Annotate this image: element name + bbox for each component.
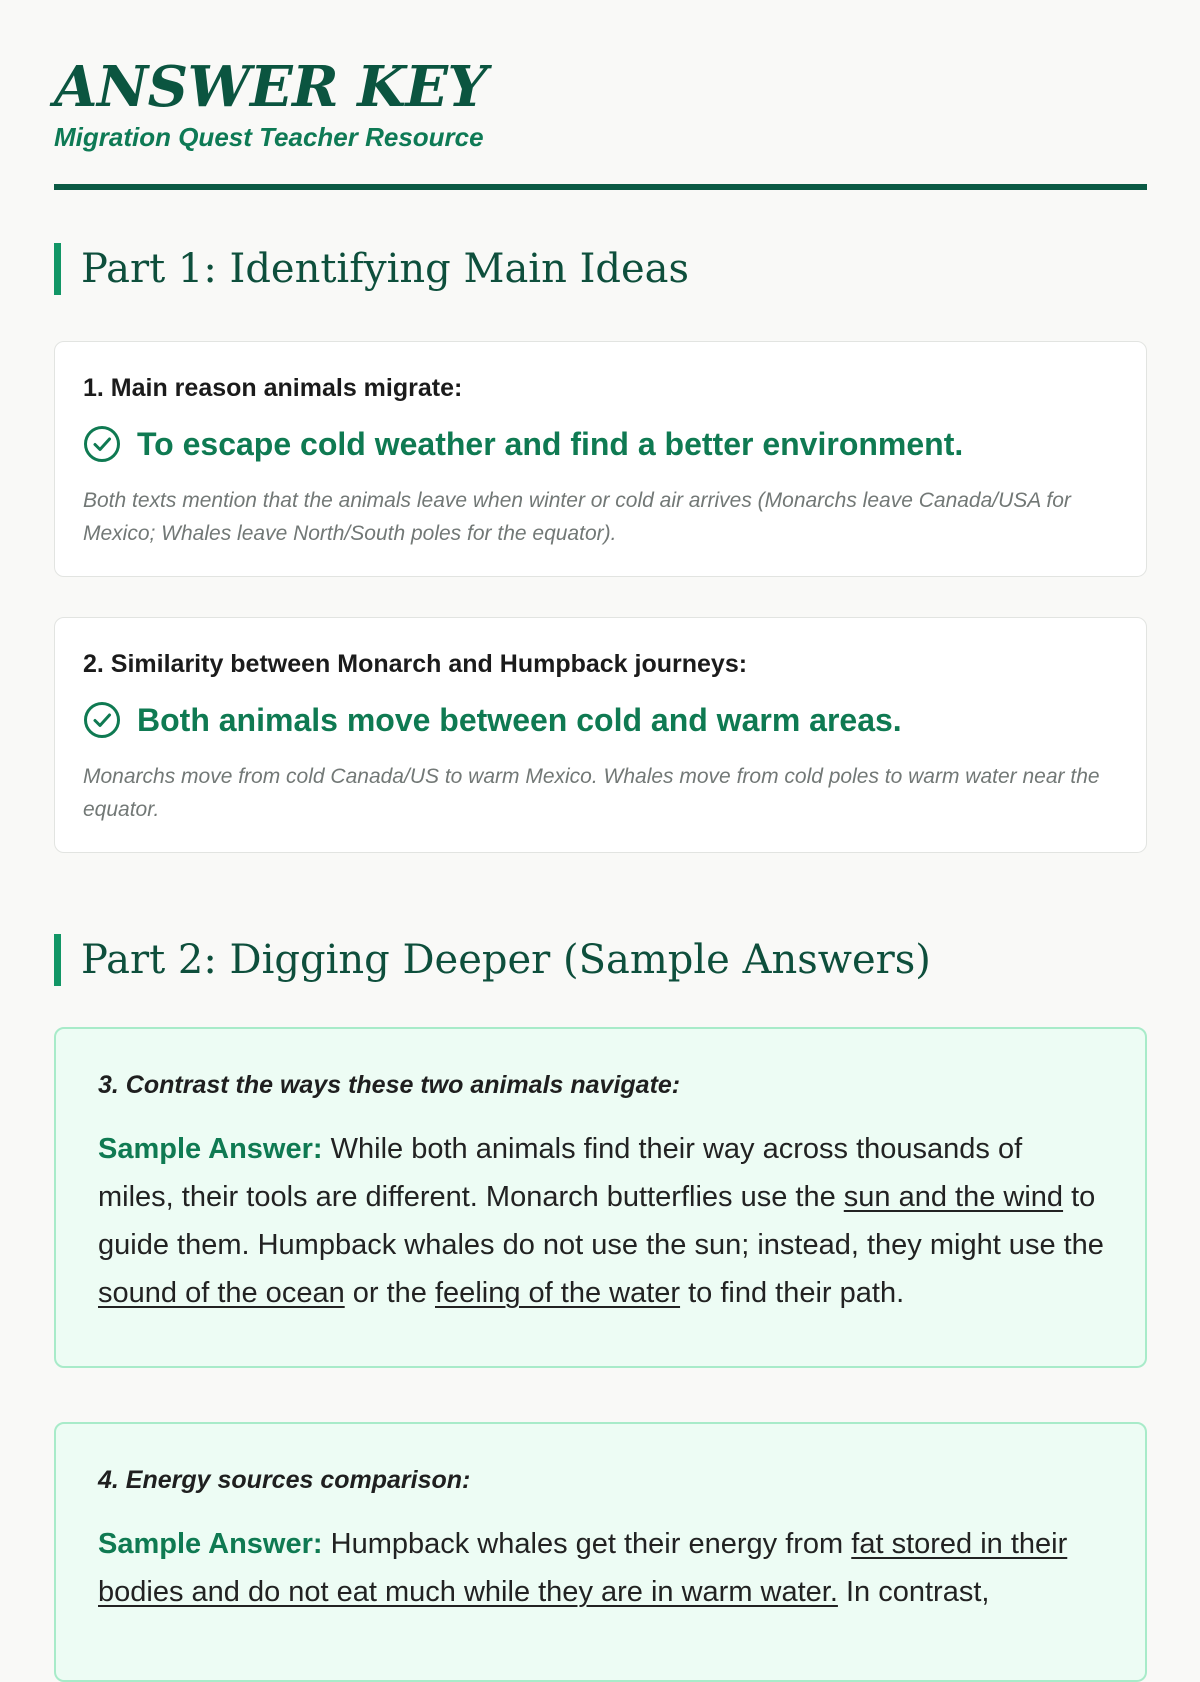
sample-answer-4-text: In contrast, (845, 1576, 990, 1608)
page-subtitle: Migration Quest Teacher Resource (54, 122, 484, 152)
answer-row-1 (83, 424, 1118, 464)
answer-2-explanation: Monarchs move from cold Canada/US to warm Mexico. Whales move from cold poles to warm water near the equator. (83, 765, 1100, 821)
underlined-phrase: sun and the wind (843, 1181, 1064, 1213)
question-4-prompt: 4. Energy sources comparison: (98, 1466, 471, 1494)
page-title: ANSWER KEY (54, 54, 488, 120)
sample-answer-4-text: Humpback whales get their energy from (330, 1528, 844, 1560)
sample-answer-3-text: to find their path. (688, 1277, 905, 1309)
sample-answer-card-4 (54, 1422, 1147, 1682)
underlined-phrase: feeling of the water (435, 1277, 681, 1309)
part1-heading: Part 1: Identifying Main Ideas (54, 243, 1147, 295)
underlined-phrase: sound of the ocean (98, 1277, 345, 1309)
sample-answer-3-text: While both animals find their way across thousands of miles, their tools are different. Monarch butterflies use the (98, 1133, 1023, 1213)
answer-row-2 (83, 700, 1118, 740)
question-1-prompt: 1. Main reason animals migrate: (83, 374, 463, 402)
sample-answer-label: Sample Answer: (98, 1133, 323, 1165)
question-2-prompt: 2. Similarity between Monarch and Humpback journeys: (83, 650, 748, 678)
question-card-2 (54, 617, 1147, 853)
question-card-1 (54, 341, 1147, 577)
question-3-prompt: 3. Contrast the ways these two animals navigate: (98, 1071, 681, 1099)
check-circle-icon (83, 425, 121, 463)
answer-1-text: To escape cold weather and find a better environment. (137, 426, 964, 462)
answer-2-text: Both animals move between cold and warm areas. (137, 702, 902, 738)
sample-answer-3-text: or the (352, 1277, 427, 1309)
sample-answer-4 (98, 1520, 1105, 1616)
sample-answer-card-3 (54, 1027, 1147, 1368)
sample-answer-3 (98, 1125, 1105, 1317)
part2-heading: Part 2: Digging Deeper (Sample Answers) (54, 934, 1147, 986)
answer-key-page (54, 0, 1147, 1608)
sample-answer-label: Sample Answer: (98, 1528, 323, 1560)
header (54, 0, 1147, 190)
underlined-phrase: fat stored in their bodies and do not eat much while they are in warm water. (98, 1528, 1068, 1608)
header-divider (54, 184, 1147, 190)
sample-answer-3-text: to guide them. Humpback whales do not use the sun; instead, they might use the (98, 1181, 1104, 1261)
check-circle-icon (83, 701, 121, 739)
answer-1-explanation: Both texts mention that the animals leave when winter or cold air arrives (Monarchs leave Canada/USA for Mexico; Whales leave North/South poles for the equator). (83, 489, 1071, 545)
